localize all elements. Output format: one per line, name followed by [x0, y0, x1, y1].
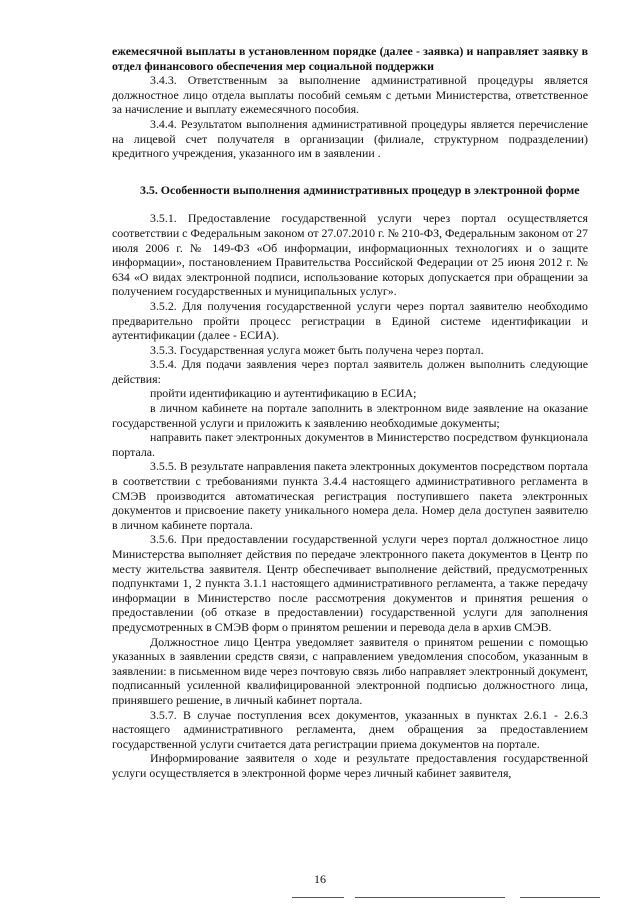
paragraph-3-5-1: 3.5.1. Предоставление государственной услуги через портал осуществляется соответствии с Федеральным законом от 27.07.2010 г. № 210-ФЗ, Федеральным законом от 27 июля 2006 г. № 149-ФЗ «Об информации, информационных технологиях и о защите информации», постановлением Правительства Российской Федерации от 25 июня 2012 г. № 634 «О видах электронной подписи, использование которых допускается при обращении за получением государственных и муниципальных услуг». — [112, 211, 588, 299]
paragraph-3-4-3: 3.4.3. Ответственным за выполнение административной процедуры является должностное лицо отдела выплаты пособий семьям с детьми Министерства, ответственное за начисление и выплату ежемесячного пособия. — [112, 73, 588, 117]
list-item-identification: пройти идентификацию и аутентификацию в ЕСИА; — [150, 386, 417, 401]
page-number: 16 — [314, 872, 326, 886]
paragraph-3-5-7: 3.5.7. В случае поступления всех документов, указанных в пунктах 2.6.1 - 2.6.3 настоящего административного регламента, днем обращения за предоставлением государственной услуги считается дата регистрации приема документов на портале. — [112, 707, 588, 751]
paragraph-3-5-2: 3.5.2. Для получения государственной услуги через портал заявителю необходимо предварительно пройти процесс регистрации в Единой системе идентификации и аутентификации (далее - ЕСИА). — [112, 298, 588, 343]
section-heading-3-5: 3.5. Особенности выполнения административных процедур в электронной форме — [140, 182, 580, 197]
paragraph-informing: Информирование заявителя о ходе и результате предоставления государственной услуги осуществляется в электронной форме через личный кабинет заявителя, — [112, 751, 588, 780]
paragraph-center-notification: Должностное лицо Центра уведомляет заявителя о принятом решении с помощью указанных в заявлении средств связи, с направлением уведомления способом, указанным в заявлении: в письменном виде через почтовую связь либо направляет электронный документ, подписанный усиленной квалифицированной электронной подписью должностного лица, принявшего решение, в личный кабинет портала. — [112, 634, 588, 707]
paragraph-3-5-3: 3.5.3. Государственная услуга может быть получена через портал. — [150, 342, 484, 357]
list-item-send-package: направить пакет электронных документов в Министерство посредством функционала портала. — [112, 430, 588, 459]
footer-rule-middle — [355, 897, 505, 898]
footer-rule-right — [520, 897, 600, 898]
paragraph-3-5-5: 3.5.5. В результате направления пакета электронных документов посредством портала в соответствии с требованиями пункта 3.4.4 настоящего административного регламента в СМЭВ производится автоматическая регистрация поступившего пакета электронных документов и присвоение пакету уникального номера дела. Номер дела доступен заявителю в личном кабинете портала. — [112, 459, 588, 532]
document-body — [112, 44, 588, 781]
paragraph-3-5-6: 3.5.6. При предоставлении государственной услуги через портал должностное лицо Министерства выполняет действия по передаче электронного пакета документов в Центр по месту жительства заявителя. Центр обеспечивает выполнение действий, предусмотренных подпунктами 1, 2 пункта 3.1.1 настоящего административного регламента, а также передачу информации в Министерство после рассмотрения документов и принятия решения о предоставлении (об отказе в предоставлении) государственной услуги для заполнения предусмотренных в СМЭВ форм о принятом решении и перевода дела в архив СМЭВ. — [112, 532, 588, 634]
paragraph-3-5-4: 3.5.4. Для подачи заявления через портал заявитель должен выполнить следующие действия: — [112, 357, 588, 386]
paragraph-continuation: ежемесячной выплаты в установленном порядке (далее - заявка) и направляет заявку в отдел финансового обеспечения мер социальной поддержки — [112, 44, 588, 73]
list-item-fill-application: в личном кабинете на портале заполнить в электронном виде заявление на оказание государственной услуги и приложить к заявлению необходимые документы; — [112, 401, 588, 430]
paragraph-3-4-4: 3.4.4. Результатом выполнения административной процедуры является перечисление на лицевой счет получателя в организации (филиале, структурном подразделении) кредитного учреждения, указанного им в заявлении . — [112, 116, 588, 161]
footer-rule-left — [292, 897, 344, 898]
